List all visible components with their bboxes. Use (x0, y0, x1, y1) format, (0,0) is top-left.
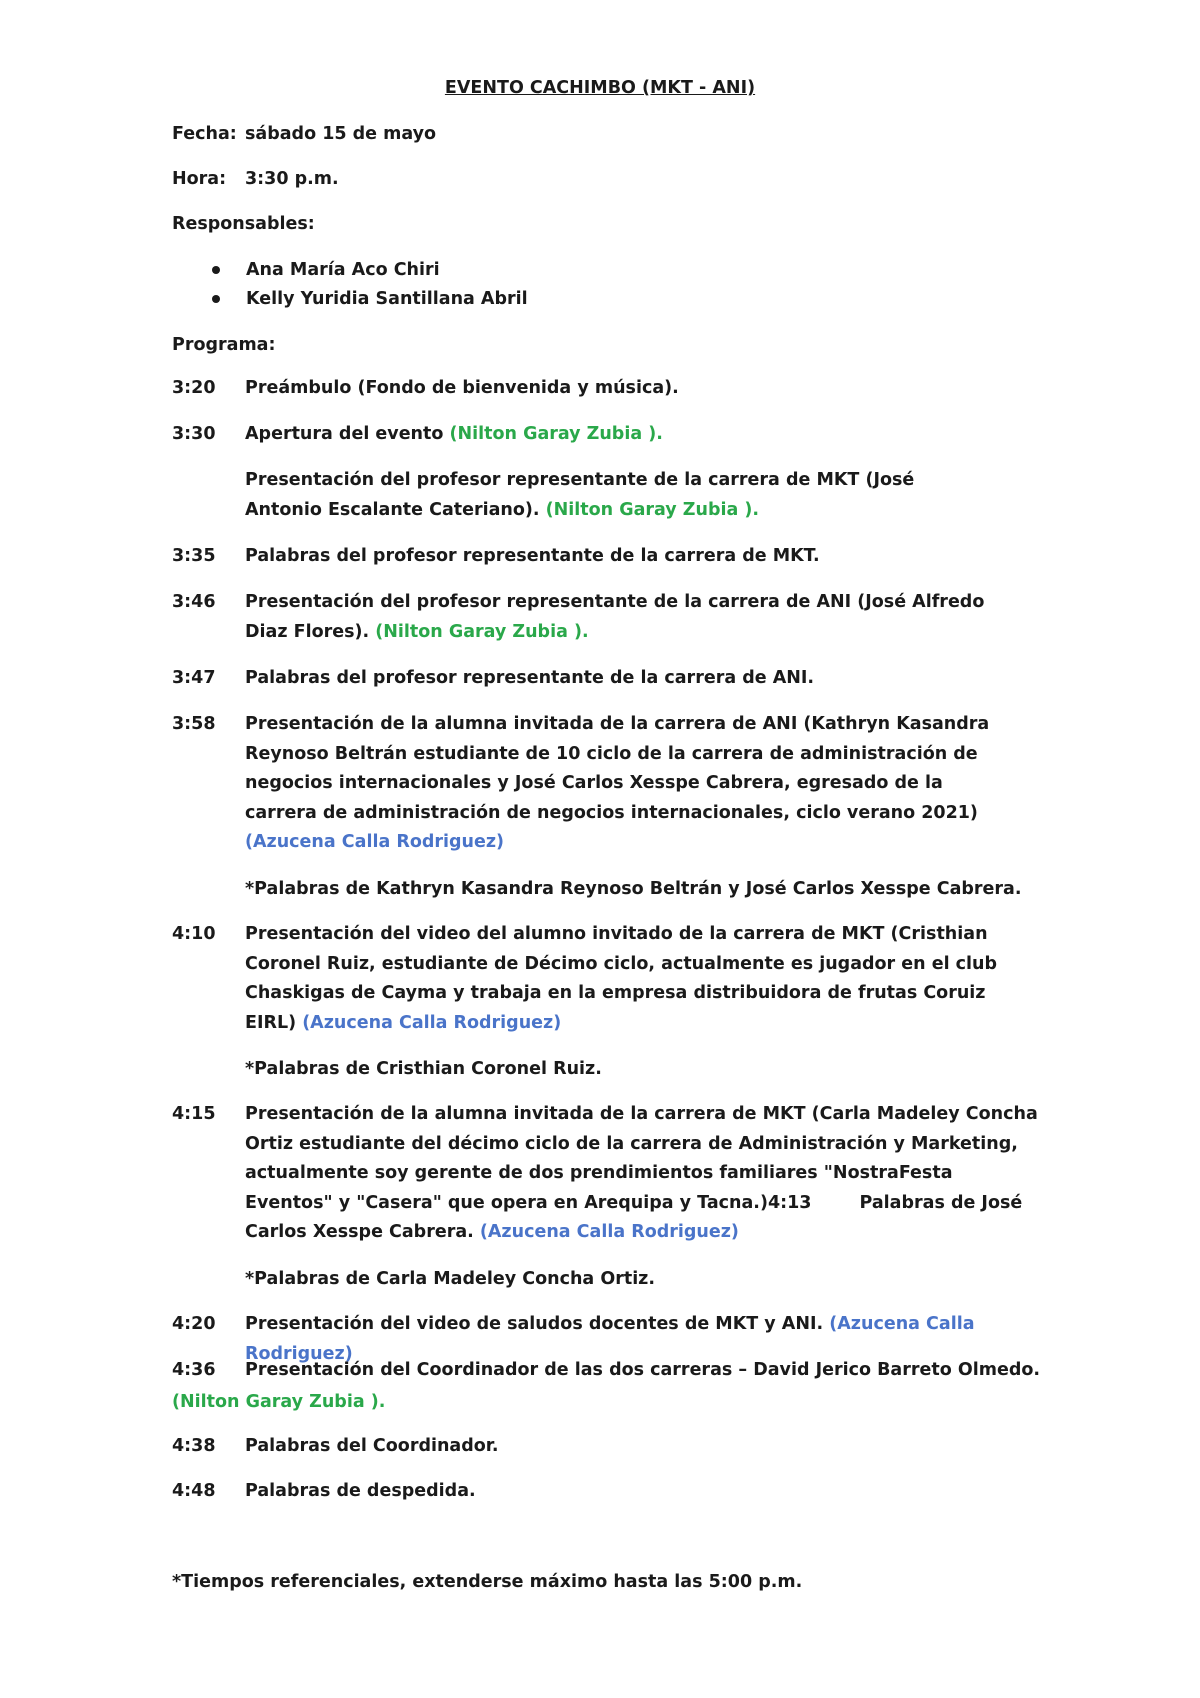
schedule-time: 3:20 (172, 378, 216, 398)
schedule-text: Presentación del profesor representante de la carrera de ANI (José Alfredo Diaz Flores). (245, 592, 985, 642)
schedule-time: 4:38 (172, 1436, 216, 1456)
schedule-time: 3:47 (172, 668, 216, 688)
schedule-time: 3:46 (172, 592, 216, 612)
schedule-time: 3:35 (172, 546, 216, 566)
responsable-name: Ana María Aco Chiri (246, 260, 440, 280)
fecha-label: Fecha: (172, 124, 237, 144)
schedule-entry (245, 420, 1045, 450)
hora-line (172, 167, 339, 191)
schedule-entry (245, 466, 965, 525)
schedule-text: Palabras del Coordinador. (245, 1436, 499, 1456)
schedule-text: Palabras de José Carlos Xesspe Cabrera. (245, 1192, 1023, 1243)
schedule-time: 4:20 (172, 1314, 216, 1334)
schedule-text: Palabras del profesor representante de la carrera de MKT. (245, 546, 820, 566)
schedule-entry (245, 920, 1035, 1038)
schedule-text: Presentación del video del alumno invitado de la carrera de MKT (Cristhian Coronel Ruiz, estudiante de Décimo ciclo, actualmente es jugador en el club Chaskigas de Cayma y trabaja en la empresa distribuidora de frutas Coruiz EIRL) (245, 924, 998, 1033)
footer-note: *Tiempos referenciales, extenderse máximo hasta las 5:00 p.m. (172, 1572, 803, 1592)
schedule-text: Palabras del profesor representante de la carrera de ANI. (245, 668, 815, 688)
responsible-name: (Nilton Garay Zubia ). (375, 621, 589, 642)
hora-value: 3:30 p.m. (245, 169, 339, 189)
schedule-text: Presentación del profesor representante de la carrera de MKT (José Antonio Escalante Cateriano). (245, 470, 915, 520)
schedule-time: 4:48 (172, 1481, 216, 1501)
document-title: EVENTO CACHIMBO (MKT - ANI) (444, 78, 756, 98)
schedule-text: *Palabras de Kathryn Kasandra Reynoso Beltrán y José Carlos Xesspe Cabrera. (245, 879, 1022, 899)
bullet-icon (212, 295, 220, 303)
schedule-text: Presentación del video de saludos docentes de MKT y ANI. (245, 1314, 830, 1334)
responsible-name: (Azucena Calla Rodriguez) (479, 1222, 739, 1243)
schedule-entry (245, 588, 985, 647)
schedule-time: 4:10 (172, 924, 216, 944)
fecha-line (172, 122, 436, 146)
hora-label: Hora: (172, 169, 227, 189)
schedule-text: Presentación de la alumna invitada de la carrera de ANI (Kathryn Kasandra Reynoso Beltrán estudiante de 10 ciclo de la carrera de administración de negocios internacionales y José Carlos Xesspe Cabrera, egresado de la carrera de administración de negocios internacionales, ciclo verano 2021) (245, 714, 990, 823)
responsible-name: (Azucena Calla Rodriguez) (245, 832, 505, 853)
schedule-text: Palabras de despedida. (245, 1481, 476, 1501)
schedule-text: *Palabras de Cristhian Coronel Ruiz. (245, 1059, 602, 1079)
schedule-entry (245, 710, 1020, 858)
schedule-time: 3:30 (172, 424, 216, 444)
schedule-time: 4:15 (172, 1104, 216, 1124)
schedule-text: Preámbulo (Fondo de bienvenida y música). (245, 378, 679, 398)
responsable-name: Kelly Yuridia Santillana Abril (246, 289, 528, 309)
responsible-name: (Nilton Garay Zubia ). (172, 1392, 386, 1412)
fecha-value: sábado 15 de mayo (245, 124, 437, 144)
responsible-name: (Nilton Garay Zubia ). (545, 499, 760, 520)
schedule-entry (245, 1100, 1045, 1248)
schedule-text: Presentación del Coordinador de las dos carreras – David Jerico Barreto Olmedo. (245, 1360, 1041, 1380)
responsible-name: (Nilton Garay Zubia ). (449, 424, 663, 444)
schedule-time: 3:58 (172, 714, 216, 734)
schedule-time: 4:36 (172, 1360, 216, 1380)
responsible-name: (Azucena Calla Rodriguez) (302, 1012, 562, 1033)
responsible-name: (Azucena Calla Rodriguez) (245, 1314, 975, 1364)
programa-label: Programa: (172, 335, 276, 355)
schedule-text: Presentación de la alumna invitada de la carrera de MKT (Carla Madeley Concha Ortiz estudiante del décimo ciclo de la carrera de Administración y Marketing, actualmente soy gerente de dos prendimientos familiares "NostraFesta Eventos" y "Casera" que opera en Arequipa y Tacna.)4:13 (245, 1104, 1038, 1213)
responsables-label: Responsables: (172, 214, 315, 234)
bullet-icon (212, 266, 220, 274)
schedule-text: *Palabras de Carla Madeley Concha Ortiz. (245, 1269, 656, 1289)
schedule-text: Apertura del evento (245, 424, 450, 444)
